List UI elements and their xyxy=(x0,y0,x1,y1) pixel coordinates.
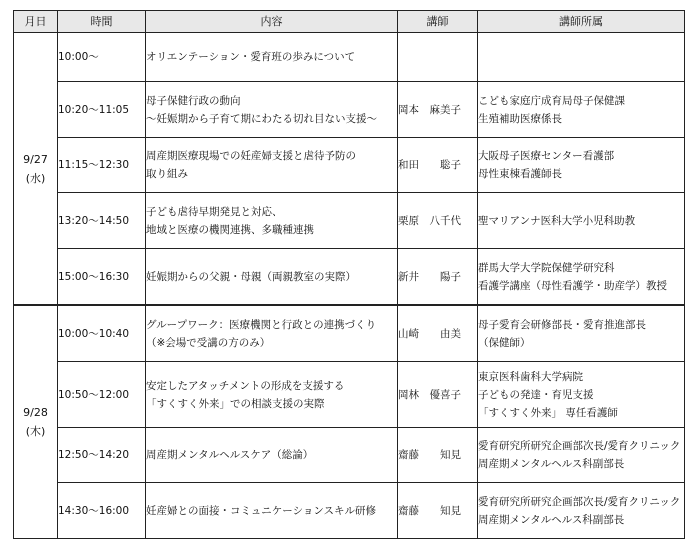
content-cell: 母子保健行政の動向 〜妊娠期から子育て期にわたる切れ目ない支援〜 xyxy=(146,82,398,138)
schedule-sheet xyxy=(13,10,684,541)
date-cell xyxy=(14,33,58,306)
content-cell: 周産期医療現場での妊産婦支援と虐待予防の 取り組み xyxy=(146,138,398,193)
time-cell: 10:20〜11:05 xyxy=(58,82,146,138)
table-row xyxy=(14,82,685,138)
content-cell: 安定したアタッチメントの形成を支援する 「すくすく外来」での相談支援の実際 xyxy=(146,362,398,428)
time-cell: 15:00〜16:30 xyxy=(58,249,146,306)
instructor-cell: 齋藤 知見 xyxy=(398,428,478,483)
header-instructor: 講師 xyxy=(398,11,478,33)
content-cell: オリエンテーション・愛育班の歩みについて xyxy=(146,33,398,82)
instructor-cell: 栗原 八千代 xyxy=(398,193,478,249)
affiliation-cell: 母子愛育会研修部長・愛育推進部長 （保健師） xyxy=(478,305,685,362)
instructor-cell: 和田 聡子 xyxy=(398,138,478,193)
table-row xyxy=(14,428,685,483)
date-label: 9/28 xyxy=(23,406,48,419)
header-content: 内容 xyxy=(146,11,398,33)
content-cell: グループワーク：医療機関と行政との連携づくり （※会場で受講の方のみ） xyxy=(146,305,398,362)
content-cell: 周産期メンタルヘルスケア（総論） xyxy=(146,428,398,483)
weekday-label: (木) xyxy=(25,425,46,438)
affiliation-cell: 聖マリアンナ医科大学小児科助教 xyxy=(478,193,685,249)
weekday-label: (水) xyxy=(25,171,46,185)
instructor-cell: 山崎 由美 xyxy=(398,305,478,362)
instructor-cell: 新井 陽子 xyxy=(398,249,478,306)
table-row xyxy=(14,483,685,539)
table-row xyxy=(14,33,685,82)
time-cell: 10:50〜12:00 xyxy=(58,362,146,428)
table-row xyxy=(14,249,685,306)
time-cell: 11:15〜12:30 xyxy=(58,138,146,193)
date-cell xyxy=(14,305,58,539)
instructor-cell: 岡林 優喜子 xyxy=(398,362,478,428)
content-cell: 妊娠期からの父親・母親（両親教室の実際） xyxy=(146,249,398,306)
content-cell: 子ども虐待早期発見と対応、 地域と医療の機関連携、多職種連携 xyxy=(146,193,398,249)
schedule-table xyxy=(13,10,685,539)
header-date: 月日 xyxy=(14,11,58,33)
affiliation-cell: こども家庭庁成育局母子保健課 生殖補助医療係長 xyxy=(478,82,685,138)
affiliation-cell: 愛育研究所研究企画部次長/愛育クリニック 周産期メンタルヘルス科副部長 xyxy=(478,428,685,483)
affiliation-cell xyxy=(478,33,685,82)
header-time: 時間 xyxy=(58,11,146,33)
table-row xyxy=(14,138,685,193)
content-cell: 妊産婦との面接・コミュニケーションスキル研修 xyxy=(146,483,398,539)
instructor-cell xyxy=(398,33,478,82)
table-row xyxy=(14,193,685,249)
time-cell: 10:00〜 xyxy=(58,33,146,82)
table-row xyxy=(14,362,685,428)
instructor-cell: 齋藤 知見 xyxy=(398,483,478,539)
time-cell: 12:50〜14:20 xyxy=(58,428,146,483)
affiliation-cell: 愛育研究所研究企画部次長/愛育クリニック 周産期メンタルヘルス科副部長 xyxy=(478,483,685,539)
time-cell: 13:20〜14:50 xyxy=(58,193,146,249)
instructor-cell: 岡本 麻美子 xyxy=(398,82,478,138)
affiliation-cell: 東京医科歯科大学病院 子どもの発達・育児支援 「すくすく外来」 専任看護師 xyxy=(478,362,685,428)
time-cell: 10:00〜10:40 xyxy=(58,305,146,362)
header-row xyxy=(14,11,685,33)
affiliation-cell: 群馬大学大学院保健学研究科 看護学講座（母性看護学・助産学）教授 xyxy=(478,249,685,306)
date-label: 9/27 xyxy=(23,152,48,166)
table-row xyxy=(14,305,685,362)
affiliation-cell: 大阪母子医療センター看護部 母性東棟看護師長 xyxy=(478,138,685,193)
header-affiliation: 講師所属 xyxy=(478,11,685,33)
time-cell: 14:30〜16:00 xyxy=(58,483,146,539)
